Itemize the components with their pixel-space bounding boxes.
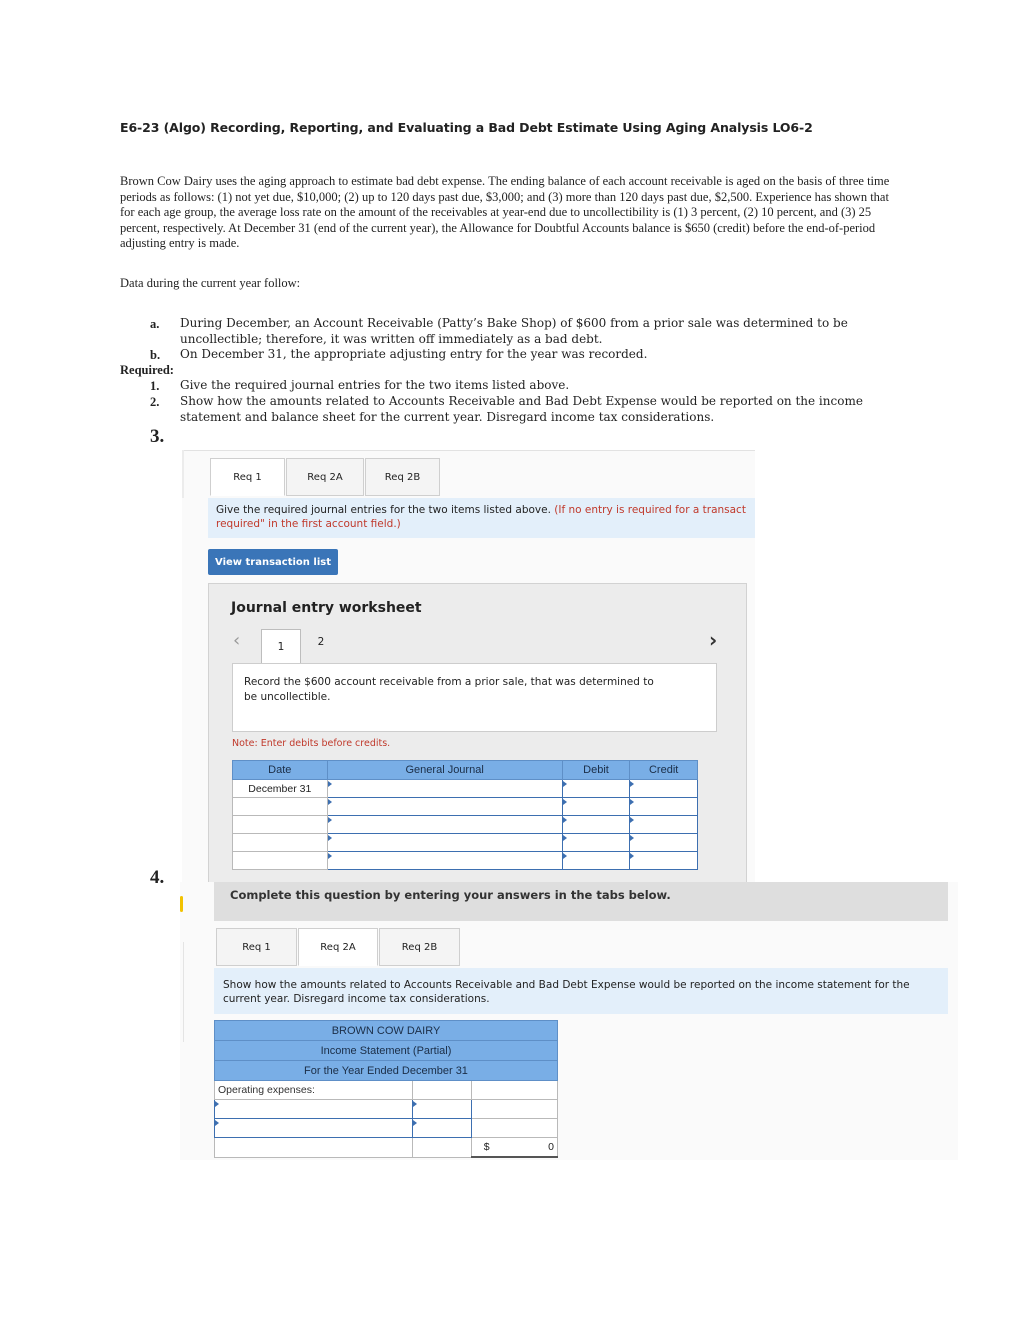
debit-input[interactable] xyxy=(562,798,630,816)
tab-req2a[interactable]: Req 2A xyxy=(298,928,378,966)
credit-input[interactable] xyxy=(630,834,698,852)
empty-cell xyxy=(471,1119,557,1138)
debit-input[interactable] xyxy=(562,834,630,852)
expense-account-input[interactable] xyxy=(215,1119,413,1138)
tab-req2b[interactable]: Req 2B xyxy=(379,928,460,966)
expense-amount-input[interactable] xyxy=(413,1100,471,1119)
screenshot-number-3: 3. xyxy=(150,426,165,447)
tab-req1[interactable]: Req 1 xyxy=(210,458,285,496)
required-2-label: 2. xyxy=(150,395,160,409)
empty-cell xyxy=(471,1081,557,1100)
account-input[interactable] xyxy=(327,798,562,816)
account-input[interactable] xyxy=(327,816,562,834)
debit-input[interactable] xyxy=(562,816,630,834)
col-credit-header: Credit xyxy=(630,761,698,780)
panel-req1 xyxy=(182,450,755,882)
table-row xyxy=(215,1138,558,1158)
debit-input[interactable] xyxy=(562,780,630,798)
req1-instruction-note-2: required" in the first account field.) xyxy=(216,517,401,530)
required-label: Required: xyxy=(120,363,174,377)
view-transaction-list-button[interactable]: View transaction list xyxy=(208,549,338,575)
table-row xyxy=(233,834,698,852)
account-input[interactable] xyxy=(327,852,562,870)
col-date-header: Date xyxy=(233,761,328,780)
worksheet-title: Journal entry worksheet xyxy=(231,600,422,616)
statement-period: For the Year Ended December 31 xyxy=(215,1061,558,1081)
panel-left-edge xyxy=(182,450,184,498)
row-date-empty xyxy=(233,834,328,852)
panel-req2a xyxy=(180,882,958,1160)
table-row xyxy=(233,852,698,870)
req2a-instruction-box xyxy=(214,968,948,1014)
table-row xyxy=(233,798,698,816)
col-debit-header: Debit xyxy=(562,761,630,780)
row-date: December 31 xyxy=(233,780,328,798)
panel-left-edge xyxy=(183,942,184,1042)
chevron-right-icon[interactable]: › xyxy=(709,628,718,652)
expense-amount-input[interactable] xyxy=(413,1119,471,1138)
table-row xyxy=(215,1100,558,1119)
col-general-journal-header: General Journal xyxy=(327,761,562,780)
problem-intro: Brown Cow Dairy uses the aging approach to estimate bad debt expense. The ending balance of each account receivable is aged on the basis of three time periods as follows: (1) not yet due, $10,000; (2) up to 120 days past due, $3,000; and (3) more than 120 days past due, $2,500. Experience has shown that for each age group, the average loss rate on the amount of the receivables at year-end due to uncollectibility is (1) 3 percent, (2) 10 percent, and (3) 25 percent, respectively. At December 31 (end of the current year), the Allowance for Doubtful Accounts balance is $650 (credit) before the end-of-period adjusting entry is made. xyxy=(120,174,890,250)
credit-input[interactable] xyxy=(630,852,698,870)
account-input[interactable] xyxy=(327,834,562,852)
required-2-text: Show how the amounts related to Accounts Receivable and Bad Debt Expense would be reported on the income statement and balance sheet for the current year. Disregard income tax considerations. xyxy=(180,394,863,424)
empty-cell xyxy=(413,1138,471,1158)
general-journal-table xyxy=(232,760,698,870)
panel-header-bar xyxy=(214,882,948,921)
req1-instruction-box xyxy=(208,498,755,538)
transaction-description: Record the $600 account receivable from a prior sale, that was determined to be uncollectible. xyxy=(244,676,654,703)
page-tab-2[interactable]: 2 xyxy=(317,636,325,648)
debit-input[interactable] xyxy=(562,852,630,870)
credit-input[interactable] xyxy=(630,816,698,834)
req2a-instruction: Show how the amounts related to Accounts Receivable and Bad Debt Expense would be reported on the income statement for the current year. Disregard income tax considerations. xyxy=(223,979,910,1005)
transaction-description-box xyxy=(232,663,717,732)
row-date-empty xyxy=(233,852,328,870)
income-statement-table xyxy=(214,1020,558,1158)
empty-cell xyxy=(413,1081,471,1100)
table-row xyxy=(215,1119,558,1138)
item-b-label: b. xyxy=(150,348,161,362)
req1-instruction-note: (If no entry is required for a transact xyxy=(554,504,746,516)
row-date-empty xyxy=(233,798,328,816)
required-1-label: 1. xyxy=(150,379,160,393)
screenshot-number-4: 4. xyxy=(150,867,165,888)
item-a-label: a. xyxy=(150,317,160,331)
expense-account-input[interactable] xyxy=(215,1100,413,1119)
item-a-text: During December, an Account Receivable (Patty’s Bake Shop) of $600 from a prior sale was determined to be uncollectible; therefore, it was written off immediately as a bad debt. xyxy=(180,316,848,346)
item-b-text: On December 31, the appropriate adjusting entry for the year was recorded. xyxy=(180,347,648,361)
data-intro: Data during the current year follow: xyxy=(120,276,301,290)
required-1-text: Give the required journal entries for the two items listed above. xyxy=(180,378,570,392)
problem-title: E6-23 (Algo) Recording, Reporting, and Evaluating a Bad Debt Estimate Using Aging Analysis LO6-2 xyxy=(120,120,813,135)
empty-cell xyxy=(215,1138,413,1158)
table-row xyxy=(233,780,698,798)
tab-req2a[interactable]: Req 2A xyxy=(286,458,364,496)
row-date-empty xyxy=(233,816,328,834)
statement-name: Income Statement (Partial) xyxy=(215,1041,558,1061)
operating-expenses-label: Operating expenses: xyxy=(215,1081,413,1100)
req1-instruction: Give the required journal entries for the two items listed above. xyxy=(216,504,551,516)
currency-symbol: $ xyxy=(483,1141,490,1153)
table-row xyxy=(233,816,698,834)
account-input[interactable] xyxy=(327,780,562,798)
total-cell xyxy=(471,1138,557,1158)
panel-header-text: Complete this question by entering your answers in the tabs below. xyxy=(230,888,671,902)
table-row xyxy=(215,1081,558,1100)
tab-req1[interactable]: Req 1 xyxy=(216,928,297,966)
tab-req2b[interactable]: Req 2B xyxy=(365,458,440,496)
empty-cell xyxy=(471,1100,557,1119)
chevron-left-icon[interactable]: ‹ xyxy=(233,630,241,651)
page-tab-1[interactable]: 1 xyxy=(261,629,301,663)
credit-input[interactable] xyxy=(630,798,698,816)
credit-input[interactable] xyxy=(630,780,698,798)
panel-top-divider xyxy=(182,450,755,451)
company-name: BROWN COW DAIRY xyxy=(215,1021,558,1041)
total-value: 0 xyxy=(548,1141,554,1153)
alert-marker xyxy=(180,896,183,912)
debits-note: Note: Enter debits before credits. xyxy=(232,738,391,749)
